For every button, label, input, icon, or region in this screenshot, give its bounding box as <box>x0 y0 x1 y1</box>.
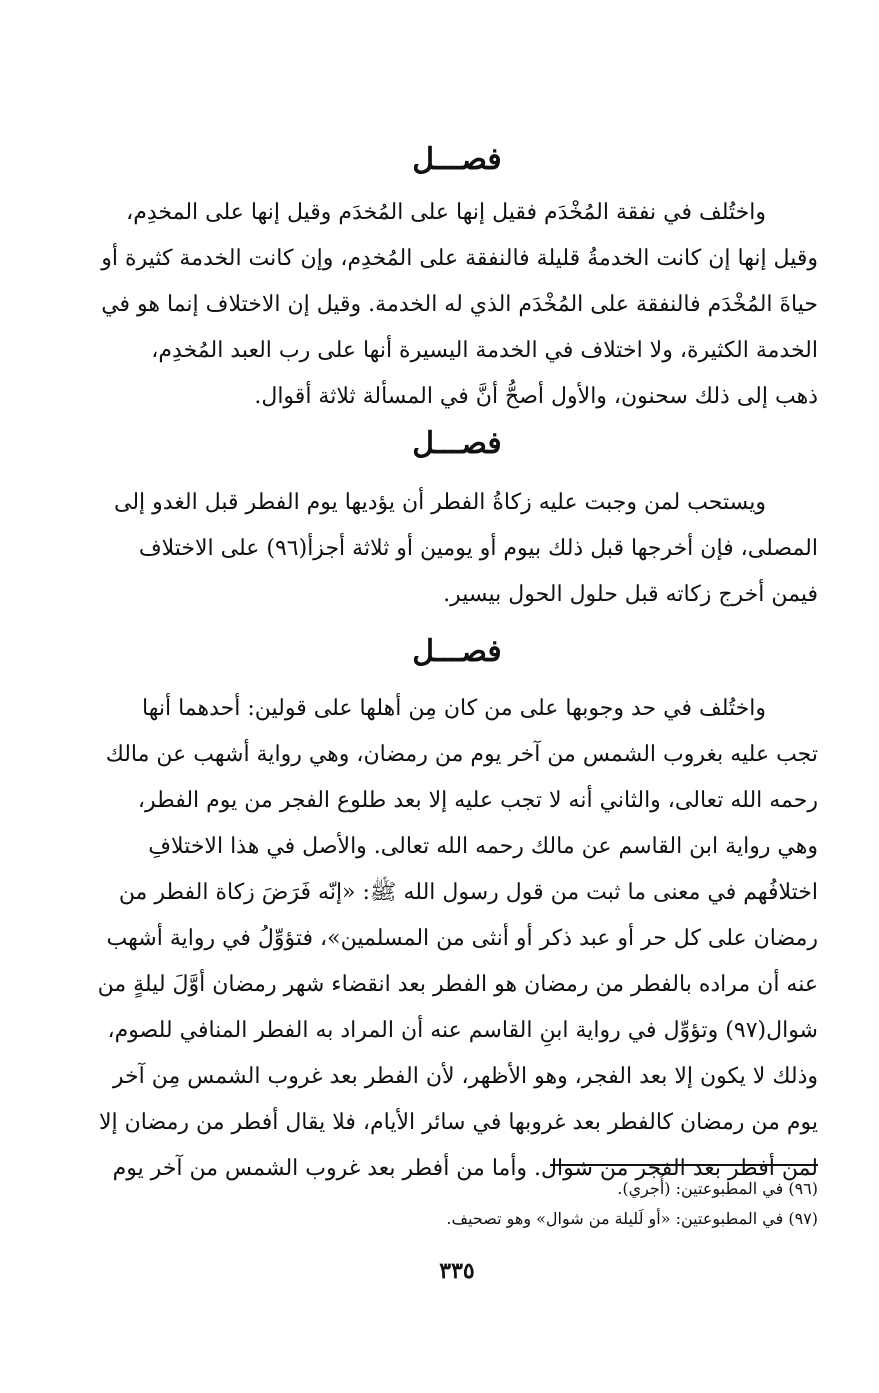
footnote-96: (٩٦) في المطبوعتين: (أُجري). <box>617 1179 818 1198</box>
text-line: اختلافُهم في معنى ما ثبت من قول رسول الله ﷺ: «إنّه فَرَضَ زكاة الفطر من <box>118 880 818 905</box>
text-line: فيمن أخرج زكاته قبل حلول الحول بيسير. <box>443 582 818 607</box>
text-line: يوم من رمضان كالفطر بعد غروبها في سائر الأيام، فلا يقال أفطر من رمضان إلا <box>99 1110 818 1135</box>
section-heading: فصـــل <box>412 142 502 177</box>
page-number: ٣٣٥ <box>439 1258 475 1284</box>
text-line: ويستحب لمن وجبت عليه زكاةُ الفطر أن يؤديها يوم الفطر قبل الغدو إلى <box>114 490 766 515</box>
text-line: رمضان على كل حر أو عبد ذكر أو أنثى من المسلمين»، فتؤوِّلُ في رواية أشهب <box>106 926 818 951</box>
text-line: وقيل إنها إن كانت الخدمةُ قليلة فالنفقة على المُخدِم، وإن كانت الخدمة كثيرة أو <box>101 246 818 271</box>
footnotes <box>96 1174 818 1234</box>
text-line: تجب عليه بغروب الشمس من آخر يوم من رمضان، وهي رواية أشهب عن مالك <box>105 742 818 767</box>
text-line: الخدمة الكثيرة، ولا اختلاف في الخدمة اليسيرة أنها على رب العبد المُخدِم، <box>151 338 818 363</box>
paragraph <box>96 480 818 618</box>
text-line: واختُلف في نفقة المُخْدَم فقيل إنها على المُخدَم وقيل إنها على المخدِم، <box>126 200 766 225</box>
text-line: لمن أفطر بعد الفجر من شوال. وأما من أفطر بعد غروب الشمس من آخر يوم <box>112 1156 818 1181</box>
footnote-97: (٩٧) في المطبوعتين: «أو لَليلة من شوال» وهو تصحيف. <box>446 1209 818 1228</box>
footnote-divider <box>550 1164 818 1166</box>
text-line: شوال(٩٧) وتؤوِّل في رواية ابنِ القاسم عنه أن المراد به الفطر المنافي للصوم، <box>107 1018 818 1043</box>
text-line: وذلك لا يكون إلا بعد الفجر، وهو الأظهر، لأن الفطر بعد غروب الشمس مِن آخر <box>112 1064 818 1089</box>
text-line: عنه أن مراده بالفطر من رمضان هو الفطر بعد انقضاء شهر رمضان أوَّلَ ليلةٍ من <box>97 972 818 997</box>
section-heading: فصـــل <box>412 634 502 669</box>
text-line: المصلى، فإن أخرجها قبل ذلك بيوم أو يومين أو ثلاثة أجزأ(٩٦) على الاختلاف <box>138 536 818 561</box>
paragraph <box>96 686 818 1192</box>
section-heading: فصـــل <box>412 426 502 461</box>
paragraph <box>96 190 818 420</box>
text-line: ذهب إلى ذلك سحنون، والأول أصحُّ أنَّ في المسألة ثلاثة أقوال. <box>254 384 818 409</box>
text-line: حياةَ المُخْدَم فالنفقة على المُخْدَم الذي له الخدمة. وقيل إن الاختلاف إنما هو في <box>101 292 818 317</box>
text-line: رحمه الله تعالى، والثاني أنه لا تجب عليه إلا بعد طلوع الفجر من يوم الفطر، <box>137 788 818 813</box>
text-line: وهي رواية ابن القاسم عن مالك رحمه الله تعالى. والأصل في هذا الاختلافِ <box>148 834 818 859</box>
text-line: واختُلف في حد وجوبها على من كان مِن أهلها على قولين: أحدهما أنها <box>142 696 766 721</box>
